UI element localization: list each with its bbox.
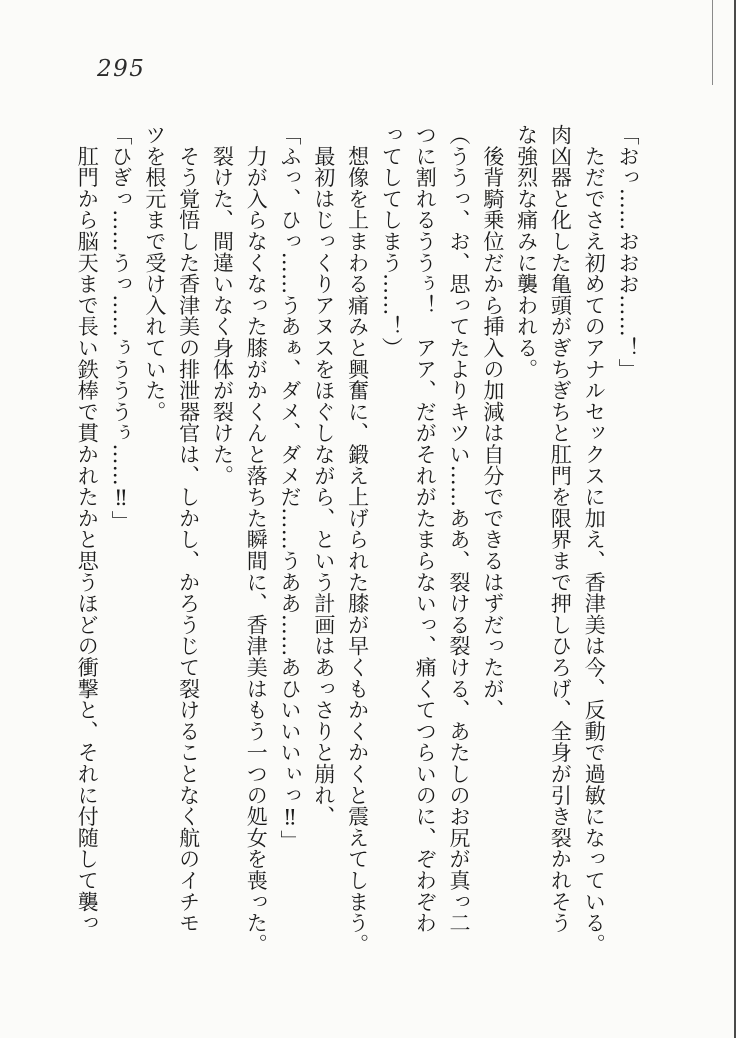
text-line: 「おっ……おおお……！」	[616, 124, 640, 380]
text-line: 「ひぎっ……うっ……ぅうううぅ……‼」	[109, 124, 134, 532]
text-line: な強烈な痛みに襲われる。	[514, 124, 539, 380]
text-line: ってしてしまう……！）	[379, 124, 404, 359]
text-line: 肉凶器と化した亀頭がぎちぎちと肛門を限界まで押しひろげ、全身が引き裂かれそう	[548, 124, 573, 934]
text-line: 「ふっ、ひっ……うあぁ、ダメ、ダメだ……うああ……あひいいいぃっ‼」	[278, 124, 303, 852]
text-line: 最初はじっくりアヌスをほぐしながら、という計画はあっさりと崩れ、	[311, 124, 336, 827]
text-line: 想像を上まわる痛みと興奮に、鍛え上げられた膝が早くもかくかくと震えてしまう。	[345, 124, 370, 955]
text-line: 力が入らなくなった膝がかくんと落ちた瞬間に、香津美はもう一つの処女を喪った。	[244, 124, 269, 955]
text-line: （ううっ、お、思ってたよりキツい……ああ、裂ける裂ける、あたしのお尻が真っ二	[447, 124, 472, 934]
text-line: 裂けた、間違いなく身体が裂けた。	[210, 124, 235, 487]
text-line: つに割れるううぅ！ アア、だがそれがたまらないっ、痛くてつらいのに、ぞわぞわ	[413, 124, 438, 934]
scan-artifact-line	[712, 0, 713, 85]
vertical-text-block	[69, 124, 644, 957]
page-number: 295	[97, 56, 146, 82]
text-line: ただでさえ初めてのアナルセックスに加え、香津美は今、反動で過敏になっている。	[582, 124, 607, 955]
text-line: そう覚悟した香津美の排泄器官は、しかし、かろうじて裂けることなく航のイチモ	[176, 124, 201, 934]
text-line: 後背騎乗位だから挿入の加減は自分でできるはずだったが、	[480, 124, 505, 721]
text-line: 肛門から脳天まで長い鉄棒で貫かれたかと思うほどの衝撃と、それに付随して襲っ	[75, 124, 100, 934]
text-line: ツを根元まで受け入れていた。	[142, 124, 167, 423]
